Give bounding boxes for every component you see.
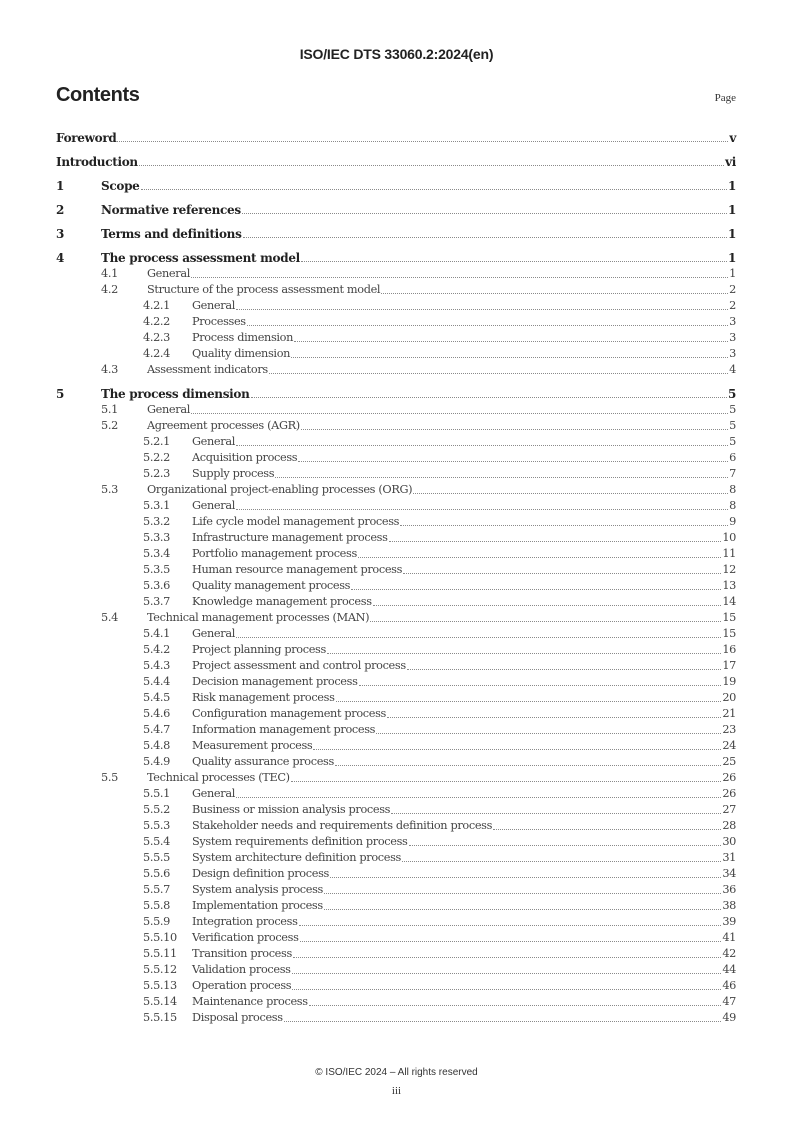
dot-leader (387, 717, 721, 718)
dot-leader (324, 909, 721, 910)
toc-entry[interactable] (56, 385, 736, 401)
toc-entry[interactable] (56, 1009, 736, 1025)
toc-entry-number: 5.5.4 (143, 835, 170, 848)
toc-entry-number: 5.5.7 (143, 883, 170, 896)
toc-entry-page[interactable]: 26 (722, 771, 736, 784)
toc-entry[interactable] (56, 785, 736, 801)
toc-entry[interactable] (56, 593, 736, 609)
toc-entry-page[interactable]: 10 (722, 531, 736, 544)
toc-entry-title[interactable]: Supply process (192, 467, 275, 480)
toc-entry-number: 5.2 (101, 419, 118, 432)
toc-entry[interactable] (56, 129, 736, 145)
toc-entry[interactable] (56, 561, 736, 577)
toc-entry[interactable] (56, 753, 736, 769)
toc-entry-page[interactable]: 11 (722, 547, 736, 560)
toc-entry-page[interactable]: 6 (729, 451, 736, 464)
toc-entry[interactable] (56, 657, 736, 673)
toc-entry-title[interactable]: General (192, 499, 235, 512)
toc-entry[interactable] (56, 945, 736, 961)
toc-entry[interactable] (56, 721, 736, 737)
toc-entry-page[interactable]: 5 (729, 435, 736, 448)
toc-entry[interactable] (56, 329, 736, 345)
toc-entry[interactable] (56, 769, 736, 785)
toc-entry-number: 5.3.3 (143, 531, 170, 544)
toc-entry-page[interactable]: 14 (722, 595, 736, 608)
toc-entry-number: 5.5.15 (143, 1011, 177, 1024)
toc-entry-title[interactable]: Structure of the process assessment model (147, 283, 381, 296)
toc-entry[interactable] (56, 449, 736, 465)
toc-entry-title[interactable]: Knowledge management process (192, 595, 372, 608)
dot-leader (373, 605, 722, 606)
dot-leader (291, 357, 728, 358)
toc-entry-title[interactable]: General (192, 435, 235, 448)
toc-entry[interactable] (56, 433, 736, 449)
toc-entry-title[interactable]: Infrastructure management process (192, 531, 388, 544)
toc-entry[interactable] (56, 865, 736, 881)
toc-entry-title[interactable]: Organizational project-enabling processes (ORG) (147, 483, 413, 496)
toc-entry-number: 4.3 (101, 363, 118, 376)
toc-entry-page[interactable]: 2 (729, 283, 736, 296)
toc-entry-number: 5.4 (101, 611, 118, 624)
toc-entry[interactable] (56, 849, 736, 865)
toc-entry[interactable] (56, 673, 736, 689)
toc-entry-number: 5.5.1 (143, 787, 170, 800)
dot-leader (351, 589, 721, 590)
toc-entry-number: 5.4.5 (143, 691, 170, 704)
toc-entry-page[interactable]: 1 (727, 227, 736, 241)
dot-leader (117, 141, 728, 142)
toc-entry-title[interactable]: Agreement processes (AGR) (147, 419, 300, 432)
toc-entry-page[interactable]: 23 (722, 723, 736, 736)
toc-entry-page[interactable]: 17 (722, 659, 736, 672)
toc-entry-number: 5.3.1 (143, 499, 170, 512)
dot-leader (236, 509, 728, 510)
toc-entry-title[interactable]: Life cycle model management process (192, 515, 400, 528)
toc-entry-number: 1 (56, 179, 65, 193)
dot-leader (236, 445, 728, 446)
contents-title: Contents (56, 84, 140, 106)
toc-entry-title[interactable]: Integration process (192, 915, 298, 928)
toc-entry-number: 5.5.14 (143, 995, 177, 1008)
toc-entry-title[interactable]: Configuration management process (192, 707, 386, 720)
toc-entry-number: 5.3.4 (143, 547, 170, 560)
dot-leader (141, 189, 727, 190)
toc-entry-title[interactable]: Implementation process (192, 899, 323, 912)
dot-leader (236, 637, 721, 638)
toc-entry-page[interactable]: 49 (722, 1011, 736, 1024)
toc-entry-number: 5.5.13 (143, 979, 177, 992)
toc-entry-page[interactable]: 27 (722, 803, 736, 816)
toc-entry-page[interactable]: 44 (722, 963, 736, 976)
toc-entry-title[interactable]: Decision management process (192, 675, 358, 688)
toc-entry-page[interactable]: 5 (729, 419, 736, 432)
toc-entry[interactable] (56, 529, 736, 545)
toc-entry-page[interactable]: 5 (729, 403, 736, 416)
toc-entry-number: 4.2.1 (143, 299, 170, 312)
dot-leader (400, 525, 728, 526)
dot-leader (236, 797, 721, 798)
toc-entry-number: 4.2.3 (143, 331, 170, 344)
toc-entry-page[interactable]: 31 (722, 851, 736, 864)
toc-entry-number: 5.4.4 (143, 675, 170, 688)
toc-entry-number: 5.3.5 (143, 563, 170, 576)
toc-entry-page[interactable]: 42 (722, 947, 736, 960)
toc-entry[interactable] (56, 609, 736, 625)
toc-entry-number: 2 (56, 203, 65, 217)
page-number: iii (391, 1085, 402, 1097)
dot-leader (389, 541, 722, 542)
dot-leader (284, 1021, 722, 1022)
toc-entry-page[interactable]: 12 (722, 563, 736, 576)
dot-leader (313, 749, 721, 750)
toc-entry[interactable] (56, 497, 736, 513)
toc-entry-page[interactable]: 13 (722, 579, 736, 592)
dot-leader (391, 813, 721, 814)
toc-entry-title[interactable]: General (192, 299, 235, 312)
toc-entry-title[interactable]: Human resource management process (192, 563, 403, 576)
toc-entry-number: 5.2.3 (143, 467, 170, 480)
dot-leader (327, 653, 721, 654)
toc-entry[interactable] (56, 929, 736, 945)
toc-entry-title[interactable]: Business or mission analysis process (192, 803, 391, 816)
dot-leader (275, 477, 728, 478)
toc-entry[interactable] (56, 913, 736, 929)
dot-leader (191, 413, 728, 414)
toc-entry-page[interactable]: 2 (729, 299, 736, 312)
toc-entry[interactable] (56, 545, 736, 561)
toc-entry-title[interactable]: Terms and definitions (101, 227, 242, 241)
toc-entry-page[interactable]: 46 (722, 979, 736, 992)
toc-entry-title[interactable]: Scope (101, 179, 140, 193)
toc-entry-number: 5.2.2 (143, 451, 170, 464)
toc-entry[interactable] (56, 361, 736, 377)
toc-entry-title[interactable]: System requirements definition process (192, 835, 408, 848)
toc-entry-page[interactable]: 16 (722, 643, 736, 656)
toc-entry-page[interactable]: 1 (727, 251, 736, 265)
toc-entry-number: 5.4.9 (143, 755, 170, 768)
dot-leader (493, 829, 721, 830)
toc-entry-page[interactable]: 28 (722, 819, 736, 832)
toc-entry-title[interactable]: Operation process (192, 979, 292, 992)
toc-entry-number: 4 (56, 251, 65, 265)
toc-entry-number: 5.4.7 (143, 723, 170, 736)
toc-entry-title[interactable]: System architecture definition process (192, 851, 402, 864)
dot-leader (376, 733, 721, 734)
toc-entry-title[interactable]: General (192, 627, 235, 640)
dot-leader (359, 685, 722, 686)
page-column-label: Page (714, 92, 736, 104)
toc-entry-title[interactable]: Foreword (56, 131, 117, 145)
toc-entry-page[interactable]: vi (725, 155, 736, 169)
toc-entry-title[interactable]: Transition process (192, 947, 292, 960)
toc-entry-number: 5.5.12 (143, 963, 177, 976)
toc-entry-number: 5.5 (101, 771, 118, 784)
toc-entry-page[interactable]: 7 (729, 467, 736, 480)
toc-entry-title[interactable]: System analysis process (192, 883, 323, 896)
toc-entry-title[interactable]: Information management process (192, 723, 376, 736)
toc-entry-page[interactable]: 39 (722, 915, 736, 928)
toc-entry-title[interactable]: Project planning process (192, 643, 326, 656)
toc-entry-number: 5.5.3 (143, 819, 170, 832)
toc-entry-title[interactable]: Technical processes (TEC) (147, 771, 290, 784)
toc-entry[interactable] (56, 993, 736, 1009)
dot-leader (358, 557, 721, 558)
toc-entry-number: 5.3.2 (143, 515, 170, 528)
toc-entry[interactable] (56, 153, 736, 169)
dot-leader (402, 861, 721, 862)
toc-entry[interactable] (56, 249, 736, 265)
toc-entry[interactable] (56, 417, 736, 433)
toc-entry-number: 5.5.10 (143, 931, 177, 944)
dot-leader (330, 877, 721, 878)
dot-leader (236, 309, 728, 310)
toc-entry-page[interactable]: 3 (729, 315, 736, 328)
toc-entry-title[interactable]: General (192, 787, 235, 800)
toc-entry-number: 3 (56, 227, 65, 241)
dot-leader (292, 989, 721, 990)
toc-entry[interactable] (56, 201, 736, 217)
toc-entry[interactable] (56, 401, 736, 417)
toc-entry-page[interactable]: 8 (729, 499, 736, 512)
toc-entry[interactable] (56, 265, 736, 281)
toc-entry-page[interactable]: 47 (722, 995, 736, 1008)
toc-entry-title[interactable]: Quality management process (192, 579, 351, 592)
toc-entry-title[interactable]: Process dimension (192, 331, 294, 344)
dot-leader (292, 973, 722, 974)
dot-leader (243, 237, 727, 238)
dot-leader (251, 397, 727, 398)
toc-entry-title[interactable]: Validation process (192, 963, 291, 976)
toc-entry-number: 5.3 (101, 483, 118, 496)
toc-entry[interactable] (56, 833, 736, 849)
dot-leader (407, 669, 722, 670)
toc-entry-page[interactable]: 21 (722, 707, 736, 720)
toc-entry-number: 5.1 (101, 403, 118, 416)
toc-entry-number: 5.5.11 (143, 947, 177, 960)
toc-entry-number: 4.1 (101, 267, 118, 280)
toc-entry[interactable] (56, 881, 736, 897)
toc-entry-title[interactable]: Quality assurance process (192, 755, 334, 768)
toc-entry[interactable] (56, 977, 736, 993)
toc-entry-title[interactable]: Risk management process (192, 691, 335, 704)
toc-entry[interactable] (56, 625, 736, 641)
dot-leader (309, 1005, 722, 1006)
toc-entry-number: 5.5.2 (143, 803, 170, 816)
toc-entry-title[interactable]: Maintenance process (192, 995, 308, 1008)
dot-leader (298, 461, 728, 462)
toc-entry-title[interactable]: Project assessment and control process (192, 659, 406, 672)
toc-entry-page[interactable]: 1 (729, 267, 736, 280)
toc-entry[interactable] (56, 297, 736, 313)
dot-leader (336, 701, 722, 702)
toc-entry-number: 5.4.1 (143, 627, 170, 640)
toc-entry-number: 5.5.5 (143, 851, 170, 864)
dot-leader (324, 893, 721, 894)
toc-entry-page[interactable]: 24 (722, 739, 736, 752)
dot-leader (293, 957, 721, 958)
toc-entry-number: 4.2.4 (143, 347, 170, 360)
toc-entry[interactable] (56, 345, 736, 361)
toc-entry-title[interactable]: Technical management processes (MAN) (147, 611, 370, 624)
dot-leader (269, 373, 728, 374)
toc-entry-number: 5.4.8 (143, 739, 170, 752)
toc-entry-title[interactable]: General (147, 403, 190, 416)
toc-entry-title[interactable]: Acquisition process (192, 451, 298, 464)
toc-entry-title[interactable]: Normative references (101, 203, 241, 217)
dot-leader (403, 573, 721, 574)
toc-entry[interactable] (56, 801, 736, 817)
toc-entry-number: 5.4.2 (143, 643, 170, 656)
toc-entry[interactable] (56, 641, 736, 657)
toc-entry-title[interactable]: The process assessment model (101, 251, 300, 265)
toc-entry[interactable] (56, 705, 736, 721)
toc-entry-title[interactable]: Introduction (56, 155, 138, 169)
toc-entry-page[interactable]: 19 (722, 675, 736, 688)
toc-entry-number: 5.4.6 (143, 707, 170, 720)
dot-leader (301, 261, 727, 262)
toc-entry-page[interactable]: 30 (722, 835, 736, 848)
toc-entry[interactable] (56, 737, 736, 753)
toc-entry-number: 4.2.2 (143, 315, 170, 328)
toc-entry-page[interactable]: 41 (722, 931, 736, 944)
dot-leader (335, 765, 721, 766)
toc-entry[interactable] (56, 465, 736, 481)
dot-leader (370, 621, 721, 622)
toc-entry-title[interactable]: Portfolio management process (192, 547, 357, 560)
toc-entry-page[interactable]: 3 (729, 331, 736, 344)
dot-leader (242, 213, 727, 214)
toc-entry-page[interactable]: 5 (727, 387, 736, 401)
toc-entry[interactable] (56, 897, 736, 913)
toc-entry-page[interactable]: 8 (729, 483, 736, 496)
toc-entry-page[interactable]: 1 (727, 203, 736, 217)
dot-leader (291, 781, 722, 782)
toc-entry-title[interactable]: The process dimension (101, 387, 250, 401)
toc-entry-number: 5.2.1 (143, 435, 170, 448)
toc-entry-page[interactable]: 15 (722, 611, 736, 624)
dot-leader (191, 277, 728, 278)
toc-entry-title[interactable]: Disposal process (192, 1011, 283, 1024)
toc-entry-number: 5.5.8 (143, 899, 170, 912)
toc-entry[interactable] (56, 577, 736, 593)
dot-leader (413, 493, 728, 494)
toc-entry-title[interactable]: Quality dimension (192, 347, 291, 360)
toc-entry[interactable] (56, 177, 736, 193)
toc-entry-page[interactable]: 36 (722, 883, 736, 896)
dot-leader (409, 845, 722, 846)
copyright-footer: © ISO/IEC 2024 – All rights reserved (315, 1067, 478, 1078)
dot-leader (381, 293, 728, 294)
toc-entry-page[interactable]: 38 (722, 899, 736, 912)
toc-entry[interactable] (56, 513, 736, 529)
toc-entry-page[interactable]: 3 (729, 347, 736, 360)
toc-entry-number: 5 (56, 387, 65, 401)
toc-entry-title[interactable]: Verification process (192, 931, 299, 944)
toc-entry[interactable] (56, 481, 736, 497)
toc-entry-title[interactable]: Measurement process (192, 739, 313, 752)
toc-entry-number: 5.5.6 (143, 867, 170, 880)
toc-entry-number: 5.3.7 (143, 595, 170, 608)
toc-entry-number: 5.5.9 (143, 915, 170, 928)
dot-leader (247, 325, 728, 326)
toc-entry-page[interactable]: 15 (722, 627, 736, 640)
toc-entry[interactable] (56, 281, 736, 297)
toc-entry-title[interactable]: Processes (192, 315, 246, 328)
toc-entry-number: 5.3.6 (143, 579, 170, 592)
toc-entry-page[interactable]: 20 (722, 691, 736, 704)
dot-leader (294, 341, 728, 342)
toc-entry[interactable] (56, 961, 736, 977)
toc-entry-title[interactable]: General (147, 267, 190, 280)
toc-entry-page[interactable]: v (729, 131, 736, 145)
toc-entry-page[interactable]: 4 (729, 363, 736, 376)
toc-entry-title[interactable]: Assessment indicators (147, 363, 268, 376)
toc-entry-title[interactable]: Stakeholder needs and requirements definition process (192, 819, 493, 832)
toc-entry-page[interactable]: 1 (727, 179, 736, 193)
document-header: ISO/IEC DTS 33060.2:2024(en) (299, 46, 494, 62)
toc-entry[interactable] (56, 313, 736, 329)
toc-entry-title[interactable]: Design definition process (192, 867, 329, 880)
dot-leader (300, 941, 722, 942)
toc-entry[interactable] (56, 817, 736, 833)
toc-entry-page[interactable]: 34 (722, 867, 736, 880)
toc-entry-number: 4.2 (101, 283, 118, 296)
toc-entry[interactable] (56, 225, 736, 241)
dot-leader (139, 165, 724, 166)
dot-leader (299, 925, 722, 926)
toc-entry[interactable] (56, 689, 736, 705)
dot-leader (301, 429, 728, 430)
toc-entry-page[interactable]: 25 (722, 755, 736, 768)
toc-entry-page[interactable]: 9 (729, 515, 736, 528)
toc-entry-page[interactable]: 26 (722, 787, 736, 800)
toc-entry-number: 5.4.3 (143, 659, 170, 672)
